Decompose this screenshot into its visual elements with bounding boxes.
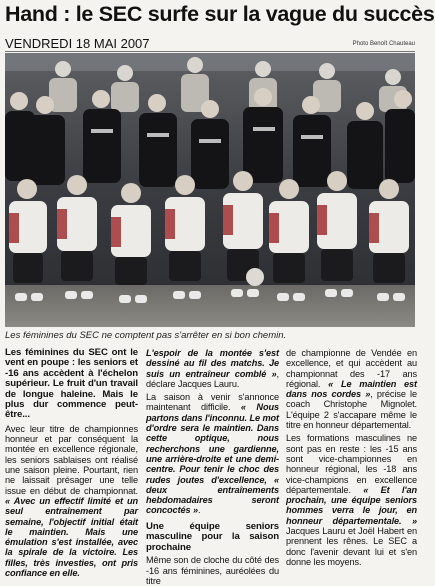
article-column-1 bbox=[5, 347, 138, 578]
quote: L'espoir de la montée s'est dessiné au fil des matchs. Je suis un entraîneur comblé » bbox=[146, 348, 279, 379]
headline: Hand : le SEC surfe sur la vague du succès bbox=[5, 2, 435, 26]
article-column-2 bbox=[146, 348, 279, 586]
article-column-3 bbox=[286, 348, 417, 574]
paragraph-text: , déclare Jacques Lauru. bbox=[146, 368, 279, 389]
paragraph-text: Les formations masculines ne sont pas en reste : les -15 ans sont vice-championnes en honneur régional, les -18 ans vice-champions en excellence départementale. bbox=[286, 433, 417, 495]
quote: « Nous partons dans l'inconnu. Le mot d'ordre sera le maintien. Dans cette optique, nous recherchons une gardienne, une arrière-droite et une demi-centre. Pour tenir le choc des rudes joutes d'excellence, « deux entraînements hebdomadaires seront concoctés » bbox=[146, 402, 279, 516]
article-subhead: Une équipe seniors masculine pour la saison prochaine bbox=[146, 520, 279, 553]
paragraph-text: de championne de Vendée en excellence, et qui accèdent au championnat des -17 ans régional. bbox=[286, 348, 417, 389]
article-lead: Les féminines du SEC ont le vent en poupe : les seniors et -16 ans accèdent à l'échelon supérieur. Le fruit d'un travail de longue haleine. Mais le plus dur commence peut-être... bbox=[5, 347, 138, 421]
paragraph bbox=[286, 348, 417, 430]
quote: « Le maintien est dans nos cordes » bbox=[286, 378, 417, 400]
header-rule bbox=[5, 51, 415, 52]
paragraph-text: Avec leur titre de championnes honneur et par conséquent la montée en excellence régionale, les seniors sablaises ont réalisé une saison pleine. Pourtant, rien ne laissait présager une telle issue en début de championnat. bbox=[5, 423, 138, 496]
dateline: VENDREDI 18 MAI 2007 bbox=[5, 36, 150, 51]
photo-caption: Les féminines du SEC ne comptent pas s'arrêter en si bon chemin. bbox=[5, 330, 287, 341]
paragraph-text: La saison à venir s'annonce maintenant difficile. bbox=[146, 392, 279, 413]
photo-credit: Photo Benoît Chauteau bbox=[352, 41, 415, 47]
paragraph bbox=[286, 433, 417, 567]
paragraph-text: , précise le coach Christophe Mignolet. L'équipe 2 s'accapare même le titre en honneur départemental. bbox=[286, 389, 417, 431]
paragraph-text: Jacques Lauru et Joël Habert en prennent les rênes. Le SEC a donc l'avenir devant lui et s'en donne les moyens. bbox=[286, 526, 417, 567]
paragraph bbox=[5, 424, 138, 578]
paragraph: Même son de cloche du côté des -16 ans féminines, auréolées du titre bbox=[146, 555, 279, 586]
paragraph bbox=[146, 348, 279, 389]
quote: « Et l'an prochain, une équipe seniors hommes verra le jour, en honneur départementale. » bbox=[286, 484, 417, 526]
quote: « Avec un effectif limité et un seul entraînement par semaine, l'objectif initial était le maintien. Mais une émulation s'est installée, avec la spirale de la victoire. Les filles, très investies, ont pris confiance en elle. bbox=[5, 495, 138, 578]
paragraph bbox=[146, 392, 279, 516]
team-photo bbox=[5, 53, 415, 327]
paragraph-text: . bbox=[198, 505, 201, 516]
